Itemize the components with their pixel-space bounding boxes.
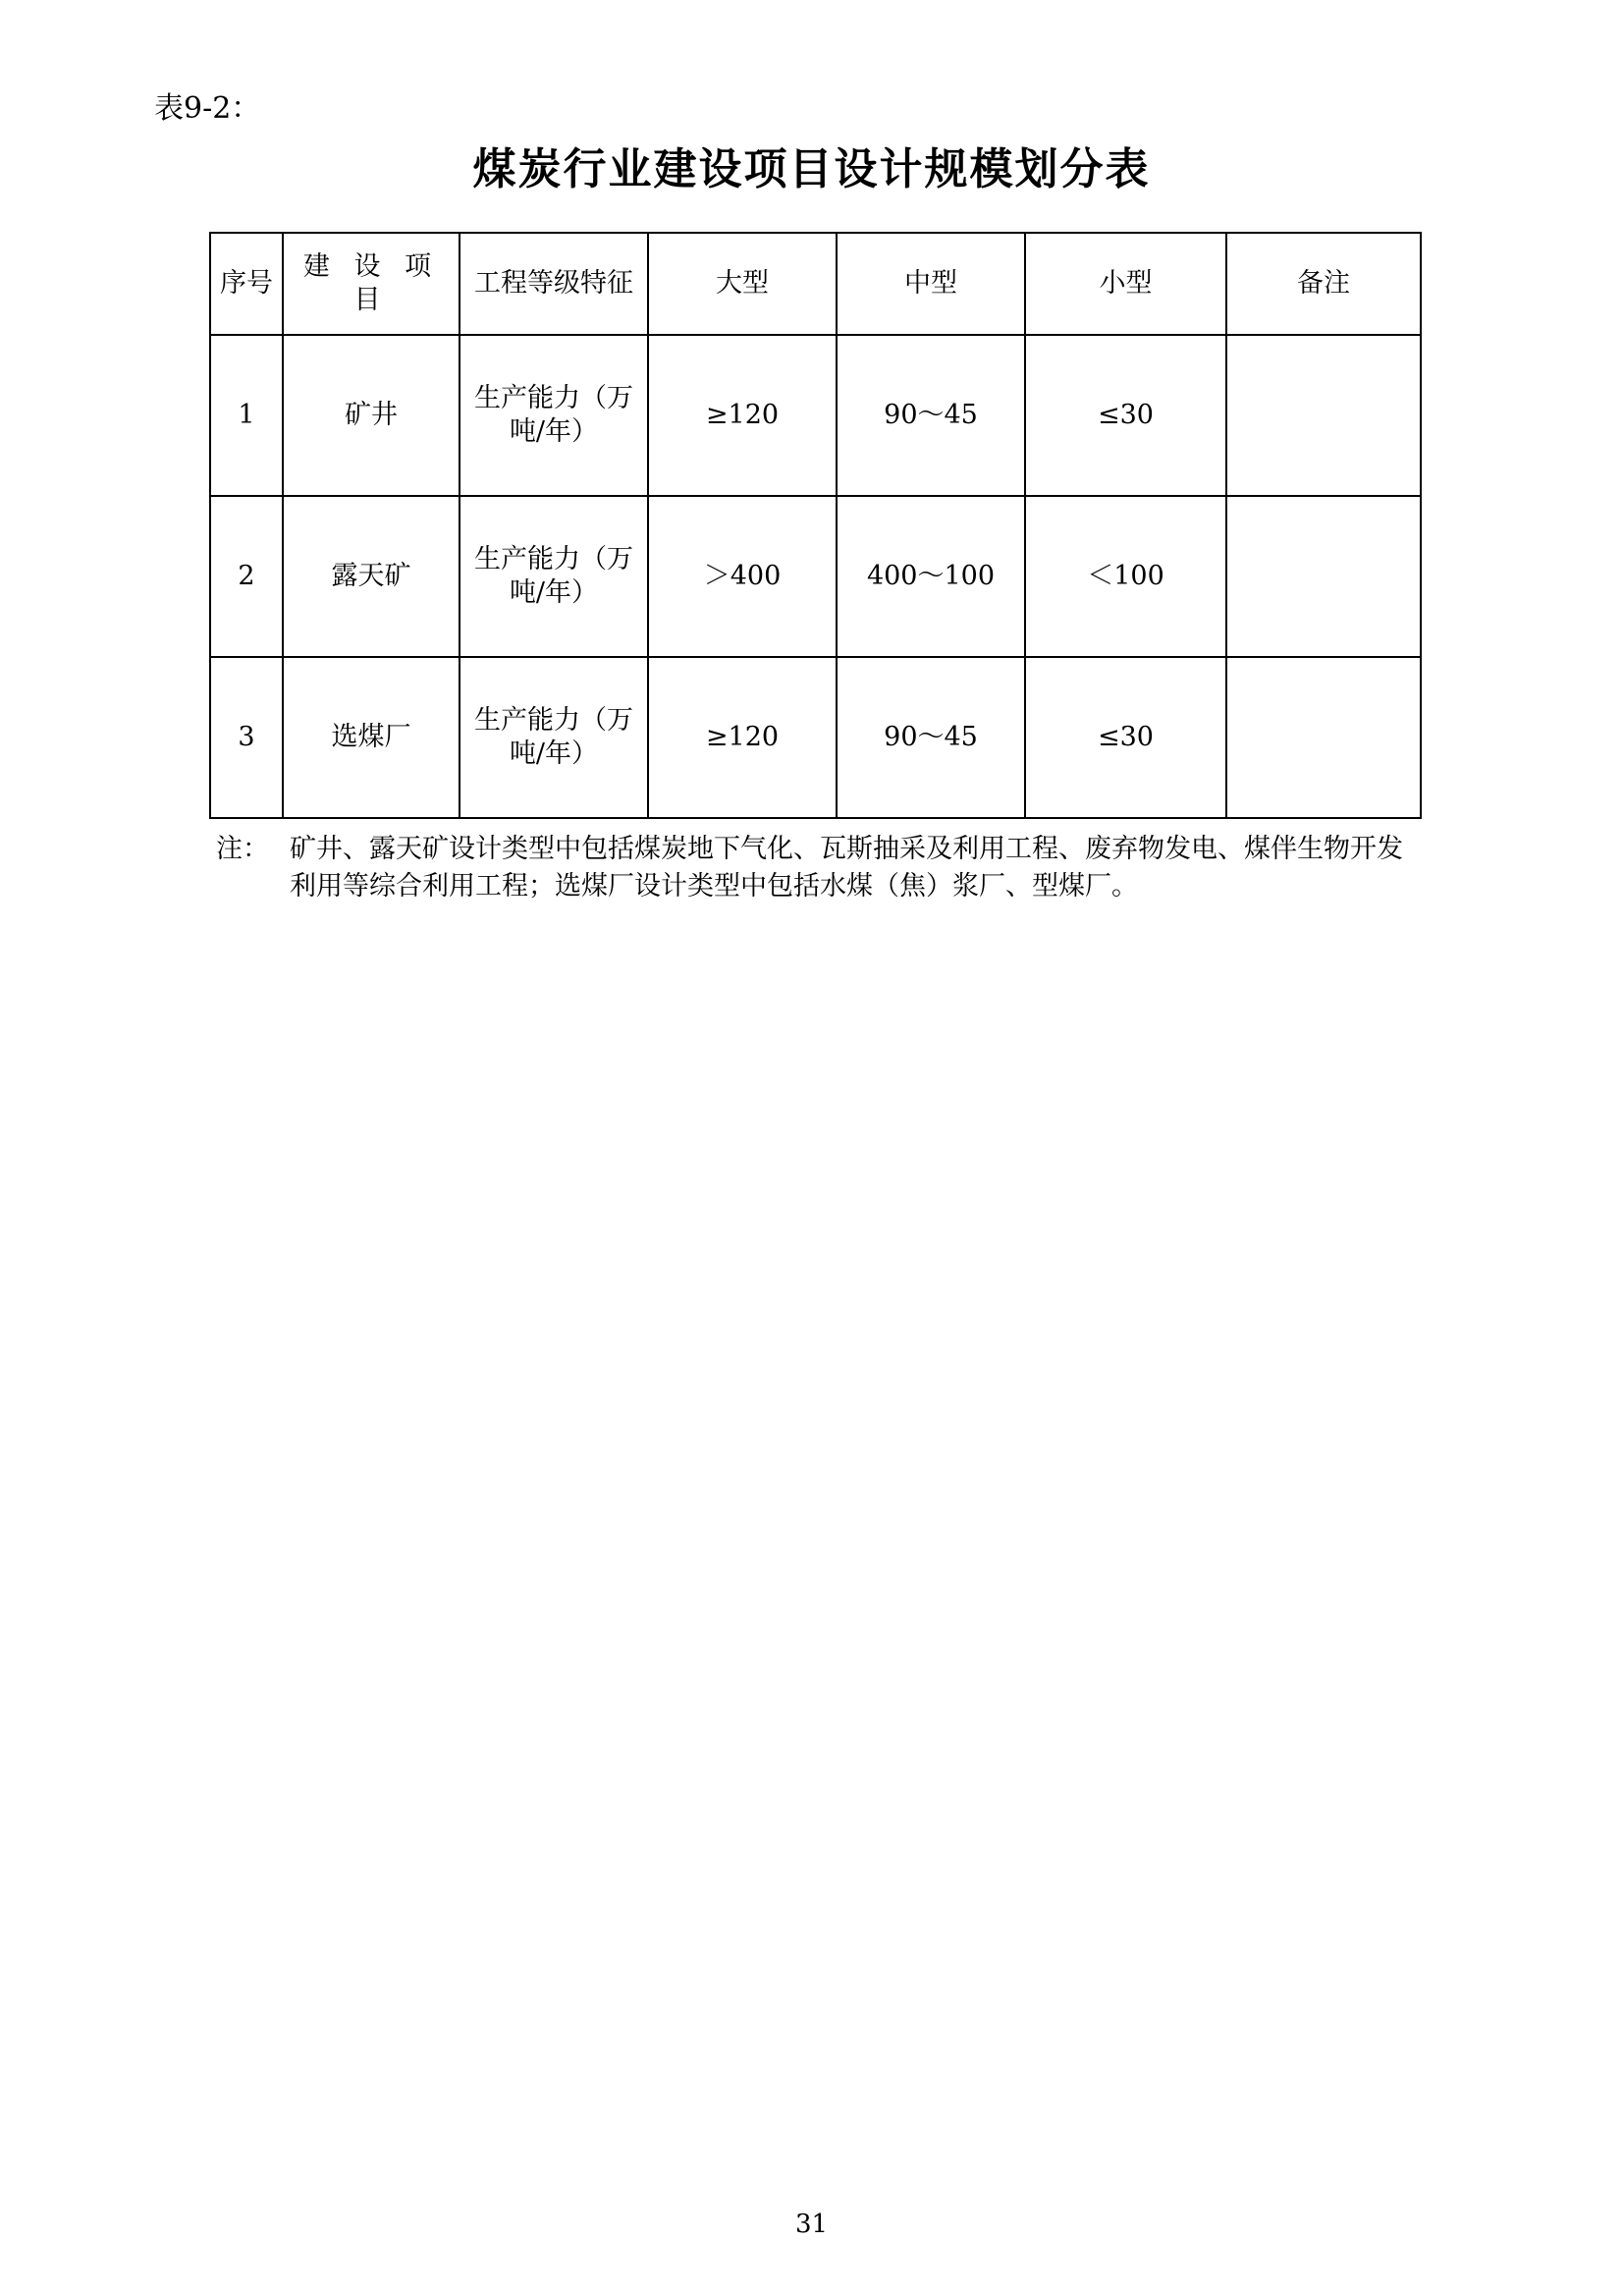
header-project: 建 设 项 目 [283, 233, 460, 335]
cell-large: ＞400 [648, 496, 837, 657]
cell-medium: 90～45 [837, 335, 1025, 496]
header-seq: 序号 [210, 233, 283, 335]
cell-feature: 生产能力（万吨/年） [460, 496, 648, 657]
cell-small: ≤30 [1025, 335, 1226, 496]
page-number: 31 [794, 2210, 829, 2239]
table-note [216, 831, 1424, 905]
table-row [210, 657, 1421, 818]
header-small: 小型 [1025, 233, 1226, 335]
cell-medium: 400～100 [837, 496, 1025, 657]
note-label: 注： [216, 834, 269, 864]
coal-project-scale-table [209, 232, 1422, 819]
cell-feature: 生产能力（万吨/年） [460, 335, 648, 496]
cell-project: 露天矿 [283, 496, 460, 657]
header-medium: 中型 [837, 233, 1025, 335]
header-remarks: 备注 [1226, 233, 1421, 335]
cell-seq: 2 [210, 496, 283, 657]
cell-large: ≥120 [648, 657, 837, 818]
page-title: 煤炭行业建设项目设计规模划分表 [472, 144, 1151, 194]
cell-seq: 1 [210, 335, 283, 496]
header-feature: 工程等级特征 [460, 233, 648, 335]
table-number-label: 表9-2： [154, 91, 261, 126]
note-text: 矿井、露天矿设计类型中包括煤炭地下气化、瓦斯抽采及利用工程、废弃物发电、煤伴生物开发利用等综合利用工程；选煤厂设计类型中包括水煤（焦）浆厂、型煤厂。 [290, 834, 1403, 902]
table-header-row [210, 233, 1421, 335]
cell-feature: 生产能力（万吨/年） [460, 657, 648, 818]
cell-remarks [1226, 496, 1421, 657]
table-row [210, 335, 1421, 496]
cell-project: 选煤厂 [283, 657, 460, 818]
cell-remarks [1226, 335, 1421, 496]
cell-project: 矿井 [283, 335, 460, 496]
cell-medium: 90～45 [837, 657, 1025, 818]
cell-seq: 3 [210, 657, 283, 818]
cell-small: ＜100 [1025, 496, 1226, 657]
table-row [210, 496, 1421, 657]
header-large: 大型 [648, 233, 837, 335]
cell-small: ≤30 [1025, 657, 1226, 818]
cell-remarks [1226, 657, 1421, 818]
cell-large: ≥120 [648, 335, 837, 496]
